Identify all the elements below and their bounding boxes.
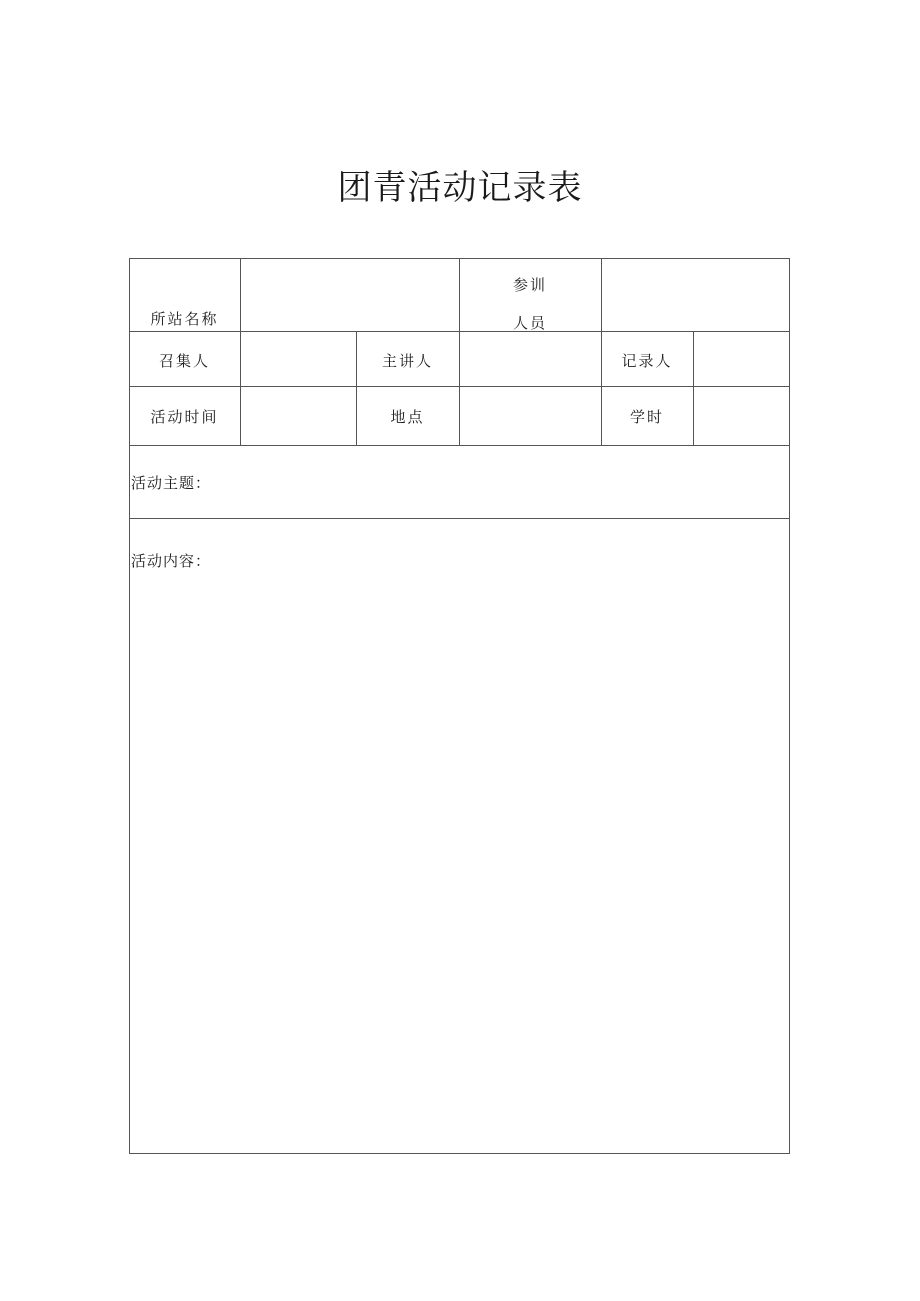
convener-field[interactable] — [241, 332, 356, 386]
activity-time-field[interactable] — [241, 387, 356, 445]
class-hours-field[interactable] — [694, 387, 789, 445]
recorder-label: 记录人 — [621, 352, 673, 370]
activity-content-label: 活动内容： — [131, 552, 212, 570]
participants-label-line2: 人员 — [512, 314, 547, 332]
row-divider-4 — [129, 518, 790, 519]
activity-time-label: 活动时间 — [150, 408, 219, 426]
location-label: 地点 — [390, 408, 425, 426]
location-field[interactable] — [460, 387, 601, 445]
activity-theme-label: 活动主题： — [131, 474, 212, 492]
station-name-label: 所站名称 — [150, 310, 219, 328]
col-divider-speaker — [356, 331, 357, 446]
convener-label: 召集人 — [158, 352, 210, 370]
participants-label-line1: 参训 — [512, 276, 547, 294]
activity-content-field[interactable] — [130, 578, 789, 1152]
speaker-field[interactable] — [460, 332, 601, 386]
activity-record-form — [129, 258, 789, 1153]
table-border-bottom — [129, 1153, 790, 1154]
recorder-field[interactable] — [694, 332, 789, 386]
participants-field[interactable] — [602, 259, 789, 331]
page-title: 团青活动记录表 — [337, 168, 583, 208]
class-hours-label: 学时 — [629, 408, 664, 426]
speaker-label: 主讲人 — [381, 352, 433, 370]
table-border-right — [789, 258, 790, 1154]
station-name-field[interactable] — [241, 259, 459, 331]
